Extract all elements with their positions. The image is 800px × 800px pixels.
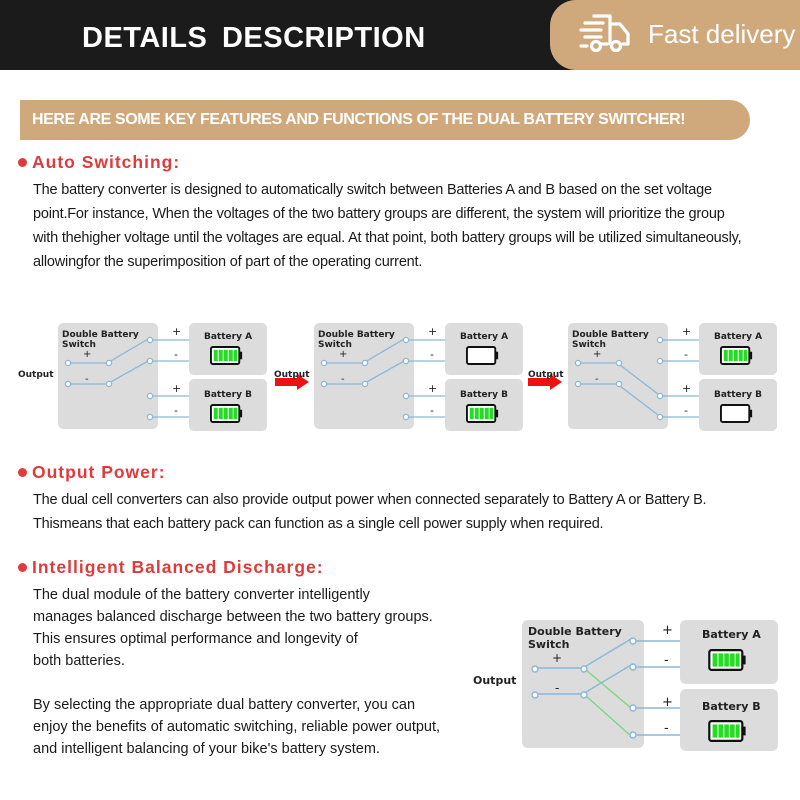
svg-text:Output: Output — [18, 370, 54, 380]
feature-banner — [20, 100, 750, 140]
svg-text:Battery A: Battery A — [460, 332, 509, 342]
section-heading-balanced-discharge: Intelligent Balanced Discharge: — [18, 557, 324, 578]
svg-text:Battery B: Battery B — [460, 390, 508, 400]
svg-text:+: + — [662, 623, 673, 638]
svg-text:Battery B: Battery B — [702, 700, 761, 713]
truck-icon — [576, 10, 636, 58]
svg-text:+: + — [682, 325, 692, 338]
svg-text:-: - — [174, 404, 178, 417]
auto-switching-text: The battery converter is designed to automatically switch between Batteries A and B based on the set voltage point.For instance, When the voltages of the two battery groups are different, the system will prioritize the group with thehigher voltage until the voltages are equal. At that point, both battery groups will be utilized simultaneously, allowingfor the superimposition of part of the operating current. — [33, 182, 742, 270]
svg-text:Switch: Switch — [572, 340, 606, 350]
svg-text:-: - — [595, 374, 599, 385]
svg-text:+: + — [552, 651, 563, 665]
svg-text:-: - — [555, 681, 560, 695]
switch-diagram-1 — [14, 320, 270, 432]
svg-text:Output: Output — [528, 370, 564, 380]
svg-text:Switch: Switch — [528, 638, 570, 651]
svg-text:+: + — [428, 325, 438, 338]
svg-text:+: + — [83, 349, 92, 360]
svg-text:+: + — [172, 325, 182, 338]
switch-diagram-3 — [524, 320, 780, 432]
svg-text:-: - — [684, 404, 688, 417]
output-power-text: The dual cell converters can also provide output power when connected separately to Battery A or Battery B. Thismeans that each battery pack can function as a single cell power supply when required. — [33, 492, 707, 532]
svg-text:Double Battery: Double Battery — [318, 330, 395, 340]
bullet-icon — [18, 563, 27, 572]
switch-diagram-2 — [270, 320, 526, 432]
svg-text:+: + — [172, 382, 182, 395]
header-bar — [0, 0, 800, 70]
feature-banner-text: HERE ARE SOME KEY FEATURES AND FUNCTIONS OF THE DUAL BATTERY SWITCHER! — [32, 111, 686, 128]
svg-text:+: + — [428, 382, 438, 395]
bullet-icon — [18, 158, 27, 167]
svg-text:-: - — [430, 404, 434, 417]
svg-text:Battery B: Battery B — [714, 390, 762, 400]
switch-diagram-balanced — [470, 612, 780, 752]
page-title: DETAILS DESCRIPTION — [82, 22, 426, 54]
svg-text:Battery B: Battery B — [204, 390, 252, 400]
svg-text:-: - — [430, 348, 434, 361]
section-heading-auto-switching: Auto Switching: — [18, 152, 180, 173]
svg-text:Battery A: Battery A — [204, 332, 253, 342]
fast-delivery-label: Fast delivery — [648, 19, 796, 49]
svg-text:Battery A: Battery A — [714, 332, 763, 342]
svg-text:Switch: Switch — [318, 340, 352, 350]
svg-text:Battery A: Battery A — [702, 628, 761, 641]
balanced-discharge-text: The dual module of the battery converter intelligently manages balanced discharge between the two battery groups. This ensures optimal performance and longevity of both batteries. By selecting the appropriate dual battery converter, you can enjoy the benefits of automatic switching, reliable power output, and intelligent balancing of your bike's battery system. — [33, 587, 441, 757]
section-heading-output-power: Output Power: — [18, 462, 166, 483]
svg-text:+: + — [662, 695, 673, 710]
svg-text:-: - — [174, 348, 178, 361]
bullet-icon — [18, 468, 27, 477]
svg-text:-: - — [664, 721, 669, 736]
svg-text:+: + — [682, 382, 692, 395]
svg-text:Output: Output — [274, 370, 310, 380]
svg-text:-: - — [664, 653, 669, 668]
svg-text:Double Battery: Double Battery — [528, 625, 622, 638]
svg-text:Double Battery: Double Battery — [572, 330, 649, 340]
svg-text:-: - — [85, 374, 89, 385]
svg-text:Output: Output — [473, 674, 517, 687]
svg-text:+: + — [339, 349, 348, 360]
svg-text:-: - — [341, 374, 345, 385]
svg-text:Switch: Switch — [62, 340, 96, 350]
svg-text:Double Battery: Double Battery — [62, 330, 139, 340]
svg-text:+: + — [593, 349, 602, 360]
svg-text:-: - — [684, 348, 688, 361]
fast-delivery-badge — [550, 0, 800, 70]
